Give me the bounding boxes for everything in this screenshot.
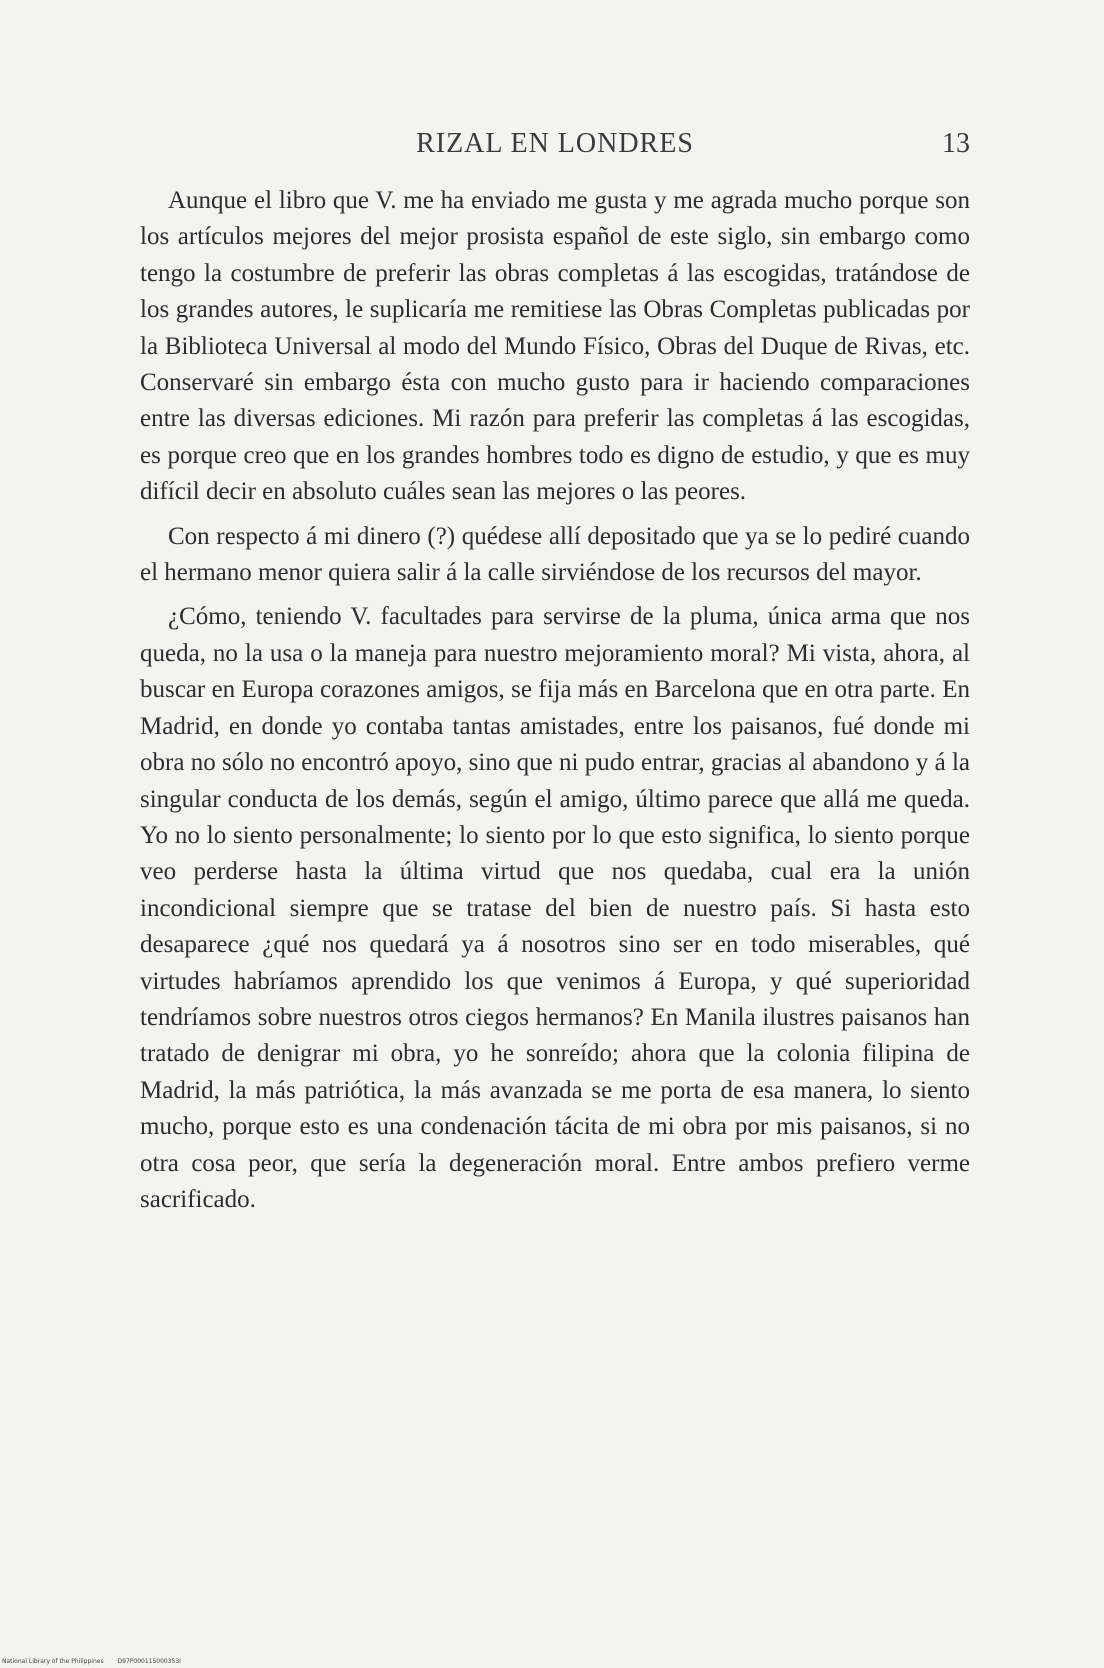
running-head — [140, 128, 970, 162]
paragraph-2: Con respecto á mi dinero (?) quédese allí depositado que ya se lo pediré cuando el hermano menor quiera salir á la calle sirviéndose de los recursos del mayor. — [140, 522, 970, 587]
running-title: RIZAL EN LONDRES — [416, 128, 694, 159]
paragraph-1: Aunque el libro que V. me ha enviado me gusta y me agrada mucho porque son los artículos mejores del mejor prosista español de este siglo, sin embargo como tengo la costumbre de preferir las obras completas á las escogidas, tratándose de los grandes autores, le suplicaría me remitiese las Obras Completas publicadas por la Biblioteca Universal al modo del Mundo Físico, Obras del Duque de Rivas, etc. Conservaré sin embargo ésta con mucho gusto para ir haciendo comparaciones entre las diversas ediciones. Mi razón para preferir las completas á las escogidas, es porque creo que en los grandes hombres todo es digno de estudio, y que es muy difícil decir en absoluto cuáles sean las mejores o las peores. — [140, 187, 970, 506]
paragraph-3: ¿Cómo, teniendo V. facultades para servirse de la pluma, única arma que nos queda, no la usa o la maneja para nuestro mejoramiento moral? Mi vista, ahora, al buscar en Europa corazones amigos, se fija más en Barcelona que en otra parte. En Madrid, en donde yo contaba tantas amistades, entre los paisanos, fué donde mi obra no sólo no encontró apoyo, sino que ni pudo entrar, gracias al abandono y á la singular conducta de los demás, según el amigo, último parece que allá me queda. Yo no lo siento personalmente; lo siento por lo que esto significa, lo siento porque veo perderse hasta la última virtud que nos quedaba, cual era la unión incondicional siempre que se tratase del bien de nuestro país. Si hasta esto desaparece ¿qué nos quedará ya á nosotros sino ser en todo miserables, qué virtudes habríamos aprendido los que venimos á Europa, y qué superioridad tendríamos sobre nuestros otros ciegos hermanos? En Manila ilustres paisanos han tratado de denigrar mi obra, yo he sonreído; ahora que la colonia filipina de Madrid, la más patriótica, la más avanzada se me porta de esa manera, lo siento mucho, porque esto es una condenación tácita de mi obra por mis paisanos, si no otra cosa peor, que sería la degeneración moral. Entre ambos prefiero verme sacrificado. — [140, 603, 970, 1213]
scan-credit — [2, 1658, 193, 1665]
body-text — [140, 183, 970, 1226]
page-number: 13 — [942, 128, 970, 159]
scan-code: D97P000115000353I — [117, 1658, 181, 1665]
scan-institution: National Library of the Philippines — [2, 1658, 104, 1665]
